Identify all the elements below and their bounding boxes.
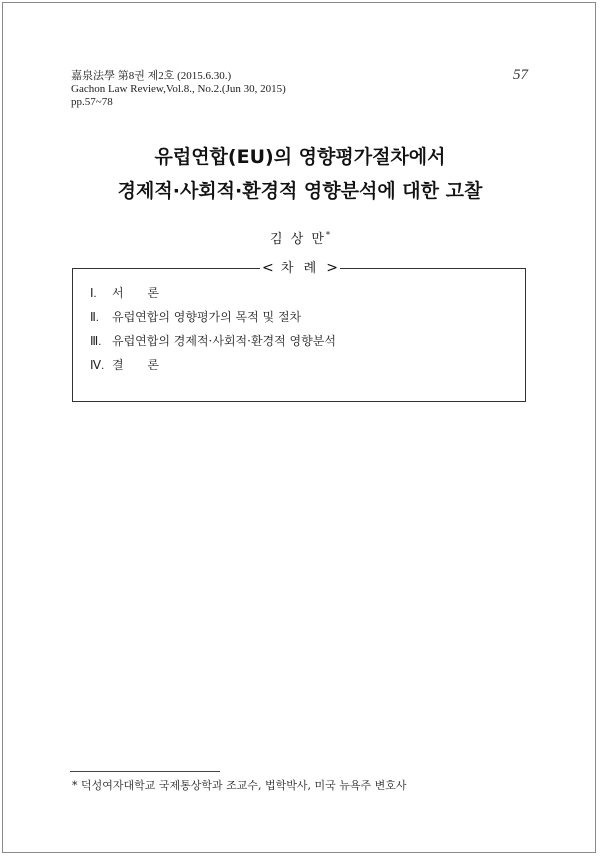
toc-right-arrow: > [326,260,338,276]
journal-header [71,70,286,109]
toc-item [90,358,336,382]
toc-item-label: 서 론 [112,286,169,300]
toc-item-number: Ⅲ. [90,334,102,348]
footnote-divider [70,771,220,772]
toc-item-label: 유럽연합의 경제적·사회적·환경적 영향분석 [112,334,336,348]
toc-item-number: Ⅳ. [90,358,105,372]
journal-citation-korean: 嘉泉法學 第8권 제2호 (2015.6.30.) [71,70,232,82]
toc-item [90,310,336,334]
toc-item-number: Ⅱ. [90,310,99,324]
page-border [2,2,596,853]
author [0,228,600,247]
journal-citation-english: Gachon Law Review,Vol.8., No.2.(Jun 30, 2015) [71,83,286,95]
toc-header [0,258,600,279]
journal-page-range: pp.57~78 [71,96,113,108]
toc-item-number: Ⅰ. [90,286,97,300]
toc-item-label: 유럽연합의 영향평가의 목적 및 절차 [112,310,302,324]
paper-title-line-2: 경제적·사회적·환경적 영향분석에 대한 고찰 [117,180,483,202]
author-name: 김 상 만 [270,232,326,247]
toc-left-arrow: < [262,260,274,276]
paper-title-line-1: 유럽연합(EU)의 영향평가절차에서 [154,146,446,168]
toc-item [90,286,336,310]
toc-item-label: 결 론 [112,358,169,372]
author-footnote [72,777,407,793]
toc-label: 차 례 [280,261,320,276]
author-footnote-mark: * [325,230,330,240]
footnote-text: 덕성여자대학교 국제통상학과 조교수, 법학박사, 미국 뉴욕주 변호사 [81,779,407,792]
toc-item [90,334,336,358]
footnote-mark: * [72,779,78,792]
toc-list [90,286,336,382]
page-number: 57 [513,67,528,83]
